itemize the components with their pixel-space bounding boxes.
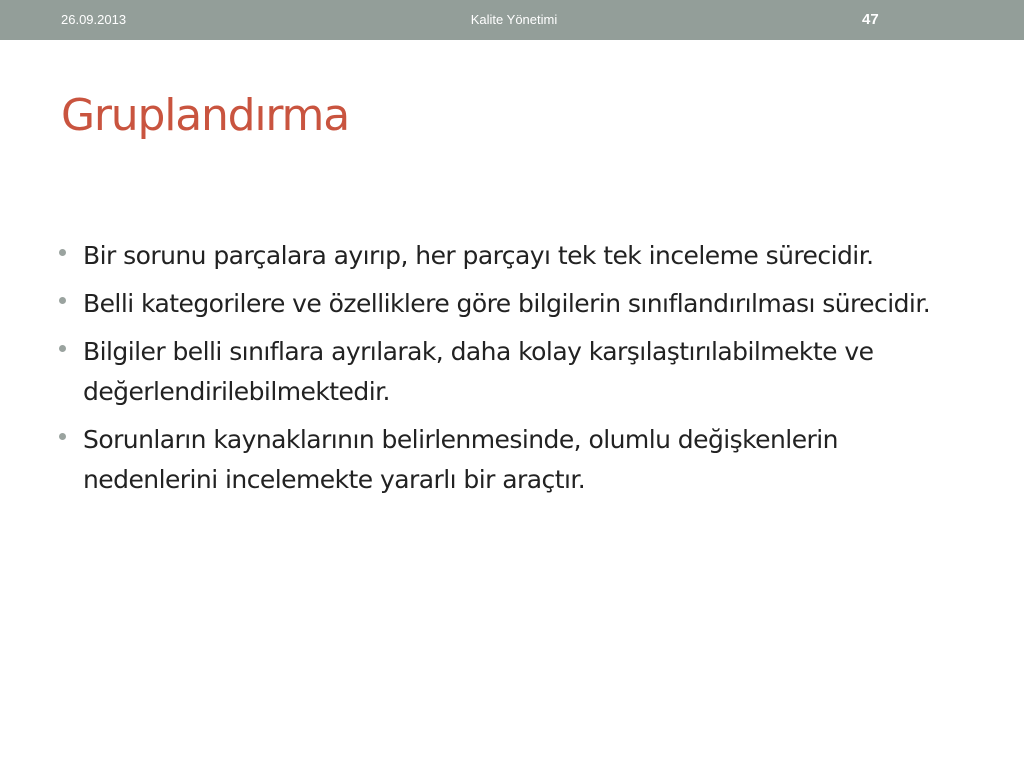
bullet-item: [58, 236, 968, 276]
bullet-dot-icon: [59, 249, 66, 256]
bullet-item: [58, 284, 968, 324]
bullet-text: Belli kategorilere ve özelliklere göre bilgilerin sınıflandırılması sürecidir.: [83, 289, 931, 318]
bullet-text: Sorunların kaynaklarının belirlenmesinde, olumlu değişkenlerin nedenlerini incelemekte yararlı bir araçtır.: [83, 425, 838, 494]
slide-number: 47: [862, 11, 879, 28]
bullet-item: [58, 420, 968, 500]
bullet-text: Bir sorunu parçalara ayırıp, her parçayı tek tek inceleme sürecidir.: [83, 241, 874, 270]
bullet-list: [58, 236, 968, 508]
slide-title: Gruplandırma: [61, 90, 349, 141]
bullet-item: [58, 332, 968, 412]
presentation-title: Kalite Yönetimi: [470, 12, 558, 27]
bullet-dot-icon: [59, 297, 66, 304]
bullet-dot-icon: [59, 345, 66, 352]
slide-date: 26.09.2013: [61, 12, 127, 27]
bullet-dot-icon: [59, 433, 66, 440]
bullet-text: Bilgiler belli sınıflara ayrılarak, daha kolay karşılaştırılabilmekte ve değerlendirilebilmektedir.: [83, 337, 874, 406]
slide-header-bar: [0, 0, 1024, 40]
